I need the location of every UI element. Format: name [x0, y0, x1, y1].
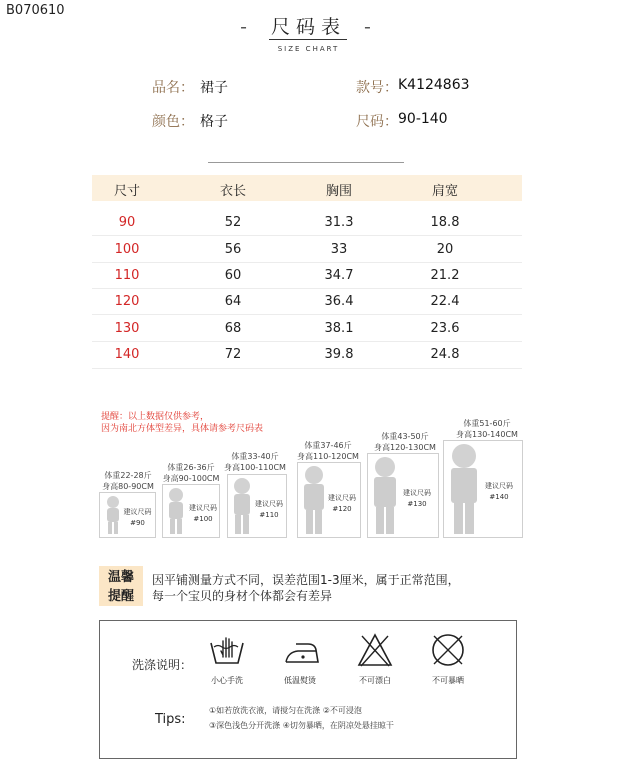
- warm-reminder-badge: [99, 566, 143, 606]
- table-cell-chest: 36.4: [324, 294, 354, 309]
- table-cell-size: 110: [114, 268, 140, 283]
- table-cell-length: 52: [224, 215, 242, 230]
- kid-rec-label: 建议尺码: [189, 504, 217, 512]
- kid-rec-size: #110: [259, 511, 279, 519]
- table-cell-chest: 39.8: [324, 347, 354, 362]
- notice-line-2: 因为南北方体型差异，具体请参考尺码表: [101, 424, 264, 434]
- warm-label-line-2: 提醒: [107, 589, 134, 604]
- notice-line-1: 提醒：以上数据仅供参考，: [101, 412, 210, 422]
- table-header-size: 尺寸: [113, 184, 140, 199]
- table-row-divider: [92, 368, 522, 369]
- info-style-label: 款号：: [356, 80, 398, 96]
- table-cell-size: 90: [118, 215, 136, 230]
- warm-desc-line-2: 每一个宝贝的身材个体都会有差异: [152, 589, 333, 603]
- no-tumble-dry-icon: [430, 632, 466, 668]
- table-cell-length: 68: [224, 321, 242, 336]
- hand-wash-caption: 小心手洗: [211, 676, 243, 685]
- info-size-label: 尺码：: [356, 114, 398, 130]
- title-dash-left: -: [240, 16, 253, 38]
- table-cell-length: 56: [224, 242, 242, 257]
- page-subtitle: SIZE CHART: [277, 45, 340, 53]
- kid-box-120: [297, 462, 361, 538]
- kid-box-90: [99, 492, 156, 538]
- kid-weight: 体重37-46斤: [304, 441, 352, 450]
- info-style-value: K4124863: [398, 77, 470, 93]
- kid-box-130: [367, 453, 439, 538]
- kid-rec-label: 建议尺码: [123, 508, 152, 516]
- kid-weight: 体重43-50斤: [381, 432, 429, 441]
- table-header-shoulder: 肩宽: [431, 184, 458, 199]
- kid-weight: 体重22-28斤: [104, 471, 152, 480]
- kid-height: 身高130-140CM: [456, 430, 518, 439]
- title-dash-right: -: [364, 16, 377, 38]
- kid-height: 身高80-90CM: [102, 482, 154, 491]
- table-row-divider: [92, 262, 522, 263]
- kid-rec-size: #140: [489, 493, 509, 501]
- table-row-divider: [92, 341, 522, 342]
- table-cell-size: 130: [114, 321, 140, 336]
- table-header-chest: 胸围: [325, 184, 352, 199]
- kid-height: 身高100-110CM: [224, 463, 286, 472]
- table-cell-size: 100: [114, 242, 140, 257]
- kid-ref-90: [96, 470, 160, 492]
- kid-rec-size: #130: [407, 500, 427, 508]
- table-cell-shoulder: 21.2: [430, 268, 460, 283]
- table-cell-length: 72: [224, 347, 242, 362]
- kid-rec-label: 建议尺码: [328, 494, 356, 502]
- table-cell-chest: 38.1: [324, 321, 354, 336]
- table-row-divider: [92, 235, 522, 236]
- table-cell-size: 120: [114, 294, 140, 309]
- kid-ref-100: [158, 462, 224, 484]
- table-header-length: 衣长: [219, 184, 246, 199]
- table-cell-chest: 34.7: [324, 268, 354, 283]
- table-cell-length: 60: [224, 268, 242, 283]
- info-name-value: 裙子: [200, 80, 228, 96]
- kid-weight: 体重33-40斤: [231, 452, 279, 461]
- title-underline: [269, 39, 347, 40]
- kid-rec-label: 建议尺码: [485, 482, 513, 490]
- kid-ref-140: [450, 418, 524, 440]
- kid-rec-size: #90: [130, 519, 145, 527]
- iron-low-icon: [282, 640, 322, 666]
- table-cell-shoulder: 24.8: [430, 347, 460, 362]
- kid-height: 身高110-120CM: [297, 452, 359, 461]
- table-cell-shoulder: 20: [436, 242, 454, 257]
- tip-line-2: ③深色浅色分开洗涤 ④切勿暴晒，在阴凉处悬挂晾干: [209, 721, 394, 730]
- info-color-label: 颜色：: [152, 114, 194, 130]
- kid-rec-label: 建议尺码: [403, 489, 431, 497]
- tips-label: Tips:: [155, 712, 186, 727]
- product-code: B070610: [6, 3, 65, 18]
- kid-ref-120: [293, 440, 363, 462]
- no-tumble-dry-caption: 不可暴晒: [432, 676, 464, 685]
- kid-height: 身高90-100CM: [162, 474, 220, 483]
- tip-line-1: ①如若放洗衣液，请搅匀在洗涤 ②不可浸泡: [209, 706, 362, 715]
- warm-label-line-1: 温馨: [107, 570, 134, 585]
- iron-low-caption: 低温熨烫: [284, 676, 316, 685]
- warm-reminder-label: [99, 568, 143, 606]
- kid-weight: 体重51-60斤: [463, 419, 511, 428]
- kid-rec-label: 建议尺码: [255, 500, 283, 508]
- info-color-value: 格子: [200, 114, 228, 130]
- kid-box-140: [443, 440, 523, 538]
- table-cell-length: 64: [224, 294, 242, 309]
- table-cell-shoulder: 18.8: [430, 215, 460, 230]
- info-name-label: 品名：: [152, 80, 194, 96]
- table-cell-shoulder: 23.6: [430, 321, 460, 336]
- page-title: [0, 12, 617, 39]
- table-row-divider: [92, 314, 522, 315]
- kid-box-100: [162, 484, 220, 538]
- kid-rec-size: #100: [193, 515, 213, 523]
- no-bleach-caption: 不可漂白: [359, 676, 391, 685]
- kid-ref-110: [221, 451, 289, 473]
- kid-ref-130: [369, 431, 441, 453]
- warm-desc-line-1: 因平铺测量方式不同，误差范围1-3厘米，属于正常范围，: [152, 573, 460, 587]
- title-text: 尺码表: [270, 16, 346, 38]
- table-cell-size: 140: [114, 347, 140, 362]
- table-row-divider: [92, 288, 522, 289]
- kid-box-110: [227, 474, 287, 538]
- kid-height: 身高120-130CM: [374, 443, 436, 452]
- no-bleach-icon: [356, 632, 394, 668]
- table-cell-chest: 31.3: [324, 215, 354, 230]
- kid-rec-size: #120: [332, 505, 352, 513]
- table-cell-chest: 33: [330, 242, 348, 257]
- info-size-value: 90-140: [398, 111, 448, 127]
- kid-weight: 体重26-36斤: [167, 463, 215, 472]
- care-label: 洗涤说明：: [132, 658, 193, 672]
- info-divider: [208, 162, 404, 163]
- hand-wash-icon: [209, 635, 245, 667]
- table-cell-shoulder: 22.4: [430, 294, 460, 309]
